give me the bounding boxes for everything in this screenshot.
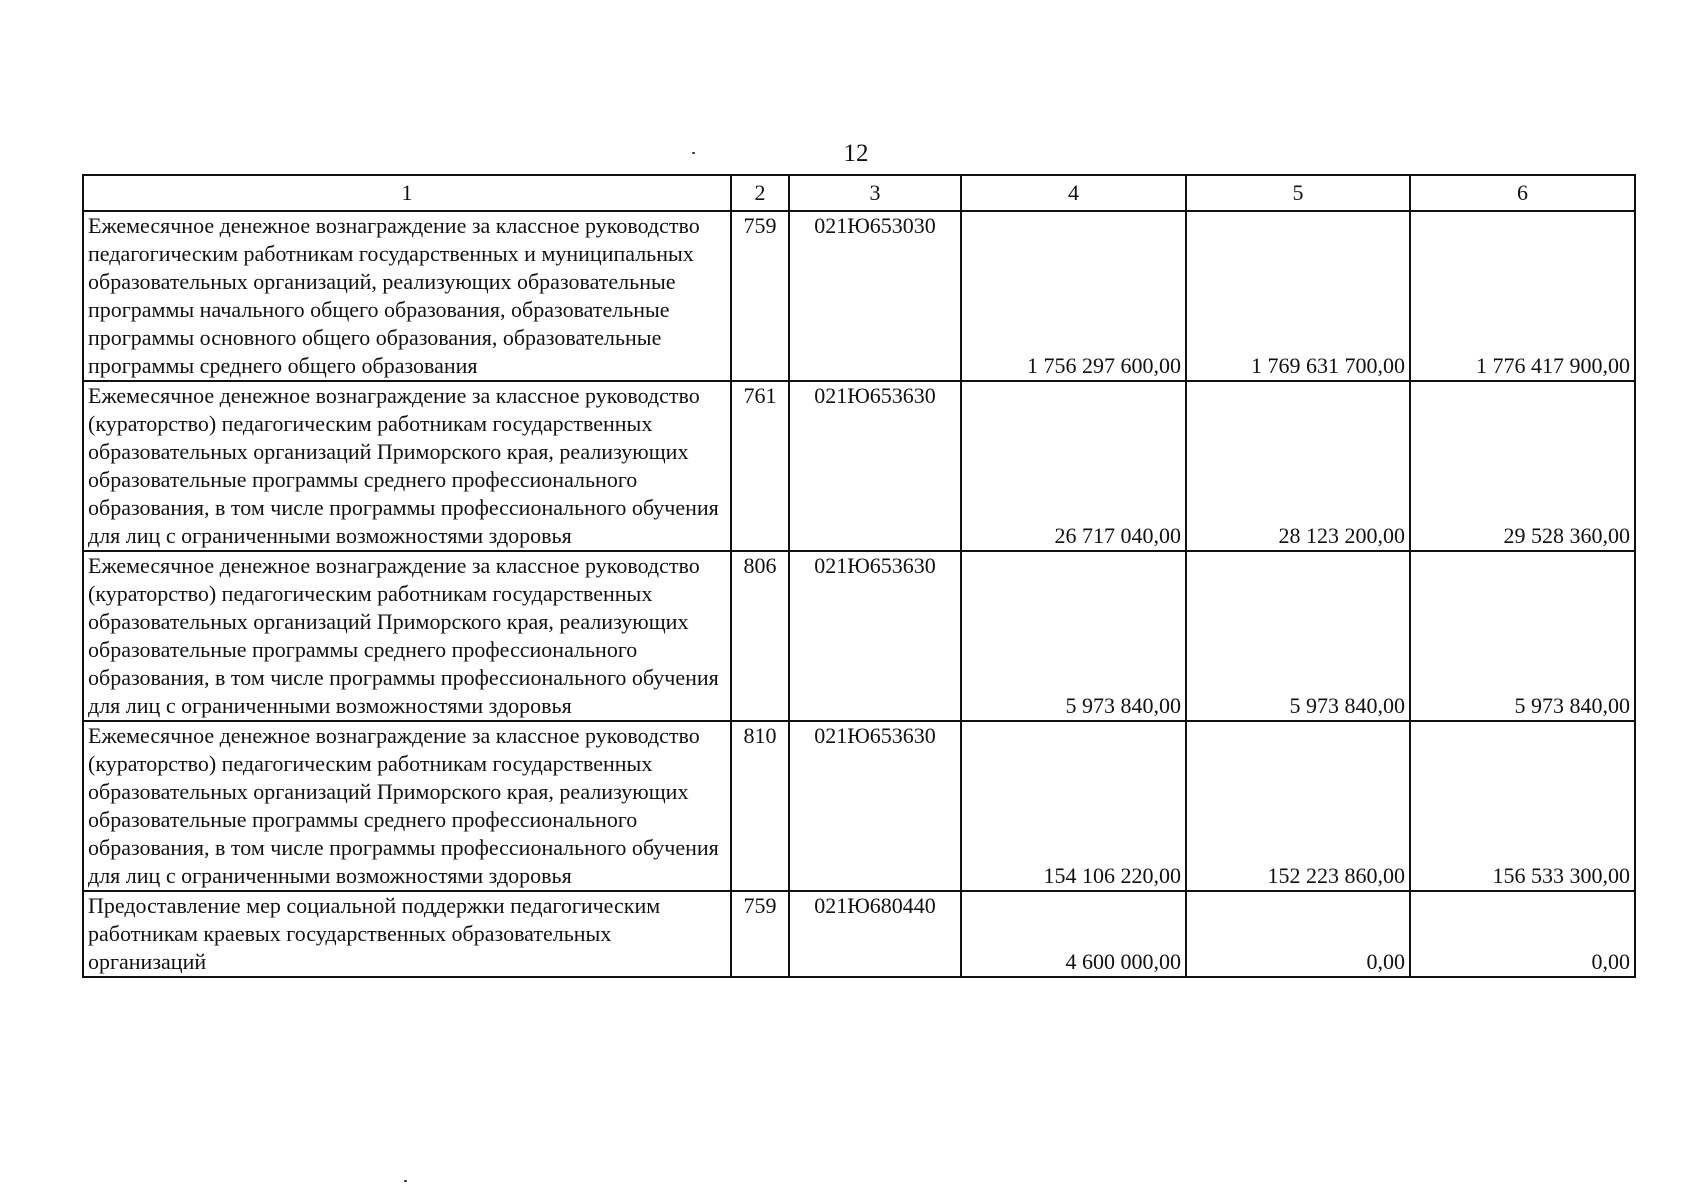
table-row bbox=[83, 381, 1635, 551]
row-code: 810 bbox=[731, 721, 789, 891]
row-amount-4: 154 106 220,00 bbox=[961, 721, 1186, 891]
row-code: 759 bbox=[731, 891, 789, 977]
row-amount-6: 0,00 bbox=[1410, 891, 1635, 977]
row-amount-6: 156 533 300,00 bbox=[1410, 721, 1635, 891]
header-cell-6: 6 bbox=[1410, 175, 1635, 211]
row-code: 806 bbox=[731, 551, 789, 721]
table-row bbox=[83, 551, 1635, 721]
row-amount-5: 1 769 631 700,00 bbox=[1186, 211, 1410, 381]
table-row bbox=[83, 721, 1635, 891]
page-number: 12 bbox=[843, 140, 869, 167]
header-cell-5: 5 bbox=[1186, 175, 1410, 211]
row-amount-4: 4 600 000,00 bbox=[961, 891, 1186, 977]
row-code: 761 bbox=[731, 381, 789, 551]
header-cell-3: 3 bbox=[789, 175, 961, 211]
row-code: 759 bbox=[731, 211, 789, 381]
budget-table bbox=[82, 174, 1636, 978]
row-kbk: 021Ю653030 bbox=[789, 211, 961, 381]
header-cell-2: 2 bbox=[731, 175, 789, 211]
header-cell-4: 4 bbox=[961, 175, 1186, 211]
row-name: Ежемесячное денежное вознаграждение за классное руководство (кураторство) педагогическим работникам государственных образовательных организаций Приморского края, реализующих образовательные программы среднего профессионального образования, в том числе программы профессионального обучения для лиц с ограниченными возможностями здоровья bbox=[83, 551, 731, 721]
scan-speck bbox=[404, 1180, 407, 1182]
row-amount-5: 28 123 200,00 bbox=[1186, 381, 1410, 551]
header-row bbox=[83, 175, 1635, 211]
row-name: Ежемесячное денежное вознаграждение за классное руководство педагогическим работникам государственных и муниципальных образовательных организаций, реализующих образовательные программы начального общего образования, образовательные программы основного общего образования, образовательные программы среднего общего образования bbox=[83, 211, 731, 381]
row-amount-4: 5 973 840,00 bbox=[961, 551, 1186, 721]
row-amount-6: 29 528 360,00 bbox=[1410, 381, 1635, 551]
row-name: Ежемесячное денежное вознаграждение за классное руководство (кураторство) педагогическим работникам государственных образовательных организаций Приморского края, реализующих образовательные программы среднего профессионального образования, в том числе программы профессионального обучения для лиц с ограниченными возможностями здоровья bbox=[83, 381, 731, 551]
row-kbk: 021Ю653630 bbox=[789, 381, 961, 551]
row-kbk: 021Ю680440 bbox=[789, 891, 961, 977]
row-name: Предоставление мер социальной поддержки педагогическим работникам краевых государственных образовательных организаций bbox=[83, 891, 731, 977]
row-name: Ежемесячное денежное вознаграждение за классное руководство (кураторство) педагогическим работникам государственных образовательных организаций Приморского края, реализующих образовательные программы среднего профессионального образования, в том числе программы профессионального обучения для лиц с ограниченными возможностями здоровья bbox=[83, 721, 731, 891]
row-amount-6: 5 973 840,00 bbox=[1410, 551, 1635, 721]
table-row bbox=[83, 891, 1635, 977]
row-kbk: 021Ю653630 bbox=[789, 721, 961, 891]
row-kbk: 021Ю653630 bbox=[789, 551, 961, 721]
header-cell-1: 1 bbox=[83, 175, 731, 211]
row-amount-4: 26 717 040,00 bbox=[961, 381, 1186, 551]
row-amount-6: 1 776 417 900,00 bbox=[1410, 211, 1635, 381]
row-amount-5: 5 973 840,00 bbox=[1186, 551, 1410, 721]
table-row bbox=[83, 211, 1635, 381]
scan-speck bbox=[692, 152, 695, 154]
row-amount-4: 1 756 297 600,00 bbox=[961, 211, 1186, 381]
row-amount-5: 0,00 bbox=[1186, 891, 1410, 977]
row-amount-5: 152 223 860,00 bbox=[1186, 721, 1410, 891]
